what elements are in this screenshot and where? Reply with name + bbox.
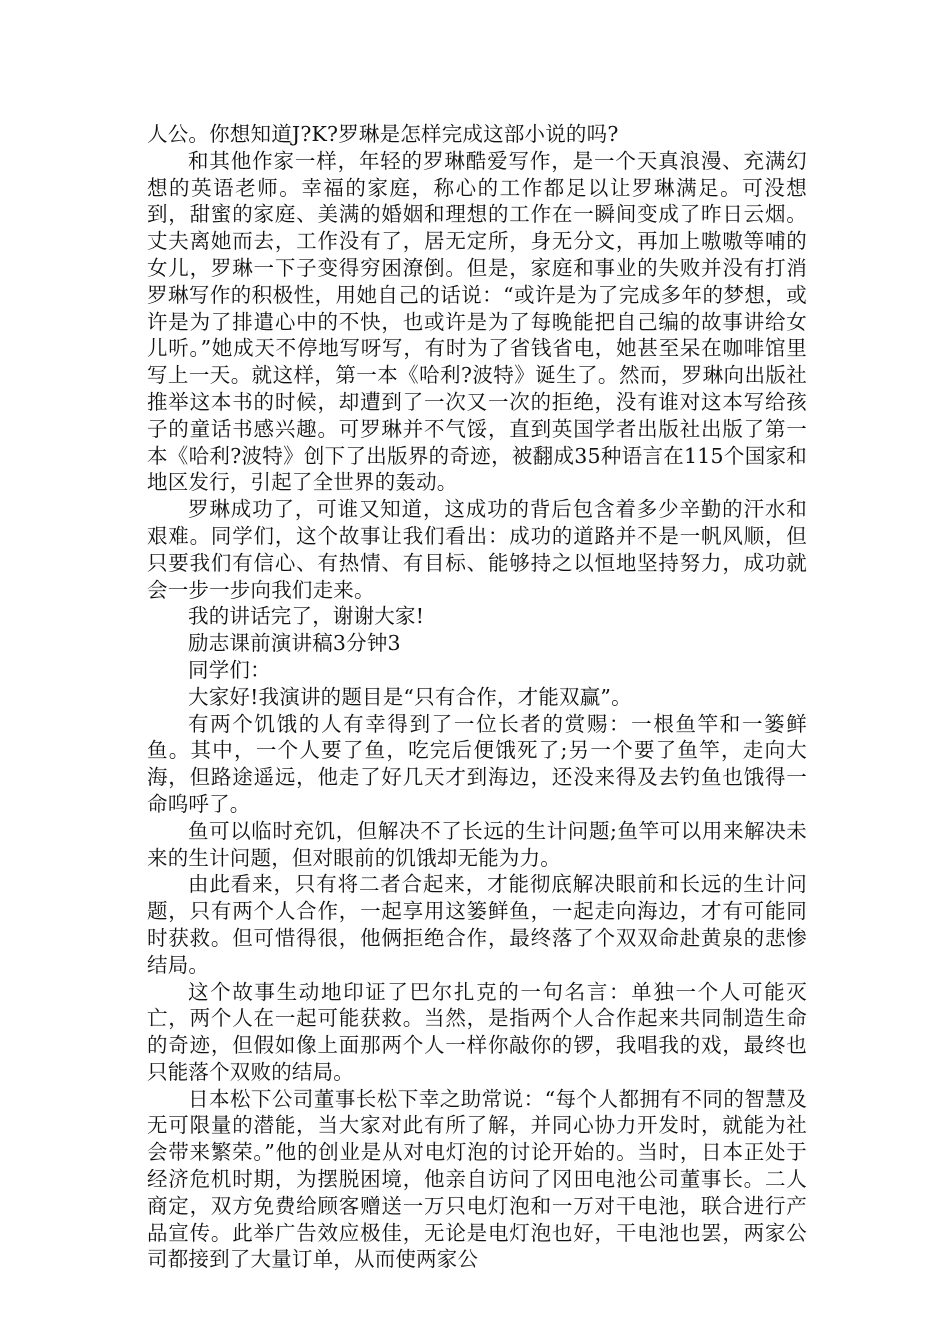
paragraph-fish-analysis: 鱼可以临时充饥，但解决不了长远的生计问题;鱼竿可以用来解决未来的生计问题，但对眼前的饥饿却无能为力。 bbox=[147, 818, 807, 870]
paragraph-continuation: 人公。你想知道J?K?罗琳是怎样完成这部小说的吗? bbox=[147, 122, 619, 146]
paragraph-rowling-story: 和其他作家一样，年轻的罗琳酷爱写作，是一个天真浪漫、充满幻想的英语老师。幸福的家庭，称心的工作都足以让罗琳满足。可没想到，甜蜜的家庭、美满的婚姻和理想的工作在一瞬间变成了昨日云烟。丈夫离她而去，工作没有了，居无定所，身无分文，再加上嗷嗷等哺的女儿，罗琳一下子变得穷困潦倒。但是，家庭和事业的失败并没有打消罗琳写作的积极性，用她自己的话说：“或许是为了完成多年的梦想，或许是为了排遣心中的不快，也或许是为了每晚能把自己编的故事讲给女儿听。”她成天不停地写呀写，有时为了省钱省电，她甚至呆在咖啡馆里写上一天。就这样，第一本《哈利?波特》诞生了。然而，罗琳向出版社推举这本书的时候，却遭到了一次又一次的拒绝，没有谁对这本写给孩子的童话书感兴趣。可罗琳并不气馁，直到英国学者出版社出版了第一本《哈利?波特》创下了出版界的奇迹，被翻成35种语言在115个国家和地区发行，引起了全世界的轰动。 bbox=[147, 148, 807, 495]
paragraph-fish-story: 有两个饥饿的人有幸得到了一位长者的赏赐：一根鱼竿和一篓鲜鱼。其中，一个人要了鱼，吃完后便饿死了;另一个要了鱼竿，走向大海，但路途遥远，他走了好几天才到海边，还没来得及去钓鱼也饿得一命呜呼了。 bbox=[147, 711, 807, 816]
section-title: 励志课前演讲稿3分钟3 bbox=[188, 631, 401, 656]
paragraph-salutation: 同学们： bbox=[188, 657, 271, 682]
paragraph-matsushita: 日本松下公司董事长松下幸之助常说：“每个人都拥有不同的智慧及无可限量的潜能，当大家对此有所了解，并同心协力开发时，就能为社会带来繁荣。”他的创业是从对电灯泡的讨论开始的。当时，日本正处于经济危机时期，为摆脱困境，他亲自访问了冈田电池公司董事长。二人商定，双方免费给顾客赠送一万只电灯泡和一万对干电池，联合进行产品宣传。此举广告效应极佳，无论是电灯泡也好，干电池也罢，两家公司都接到了大量订单，从而使两家公 bbox=[147, 1086, 807, 1272]
document-body bbox=[147, 121, 807, 1273]
paragraph-cooperation-conclusion: 由此看来，只有将二者合起来，才能彻底解决眼前和长远的生计问题，只有两个人合作，一起享用这篓鲜鱼，一起走向海边，才有可能同时获救。但可惜得很，他俩拒绝合作，最终落了个双双命赴黄泉的悲惨结局。 bbox=[147, 872, 807, 977]
paragraph-balzac-quote: 这个故事生动地印证了巴尔扎克的一句名言：单独一个人可能灭亡，两个人在一起可能获救。当然，是指两个人合作起来共同制造生命的奇迹，但假如像上面那两个人一样你敲你的锣，我唱我的戏，最终也只能落个双败的结局。 bbox=[147, 979, 807, 1084]
paragraph-greeting: 大家好!我演讲的题目是“只有合作，才能双赢”。 bbox=[188, 684, 632, 709]
paragraph-rowling-success: 罗琳成功了，可谁又知道，这成功的背后包含着多少辛勤的汗水和艰难。同学们，这个故事让我们看出：成功的道路并不是一帆风顺，但只要我们有信心、有热情、有目标、能够持之以恒地坚持努力，成功就会一步一步向我们走来。 bbox=[147, 497, 807, 602]
paragraph-closing-thanks: 我的讲话完了，谢谢大家! bbox=[188, 604, 425, 629]
